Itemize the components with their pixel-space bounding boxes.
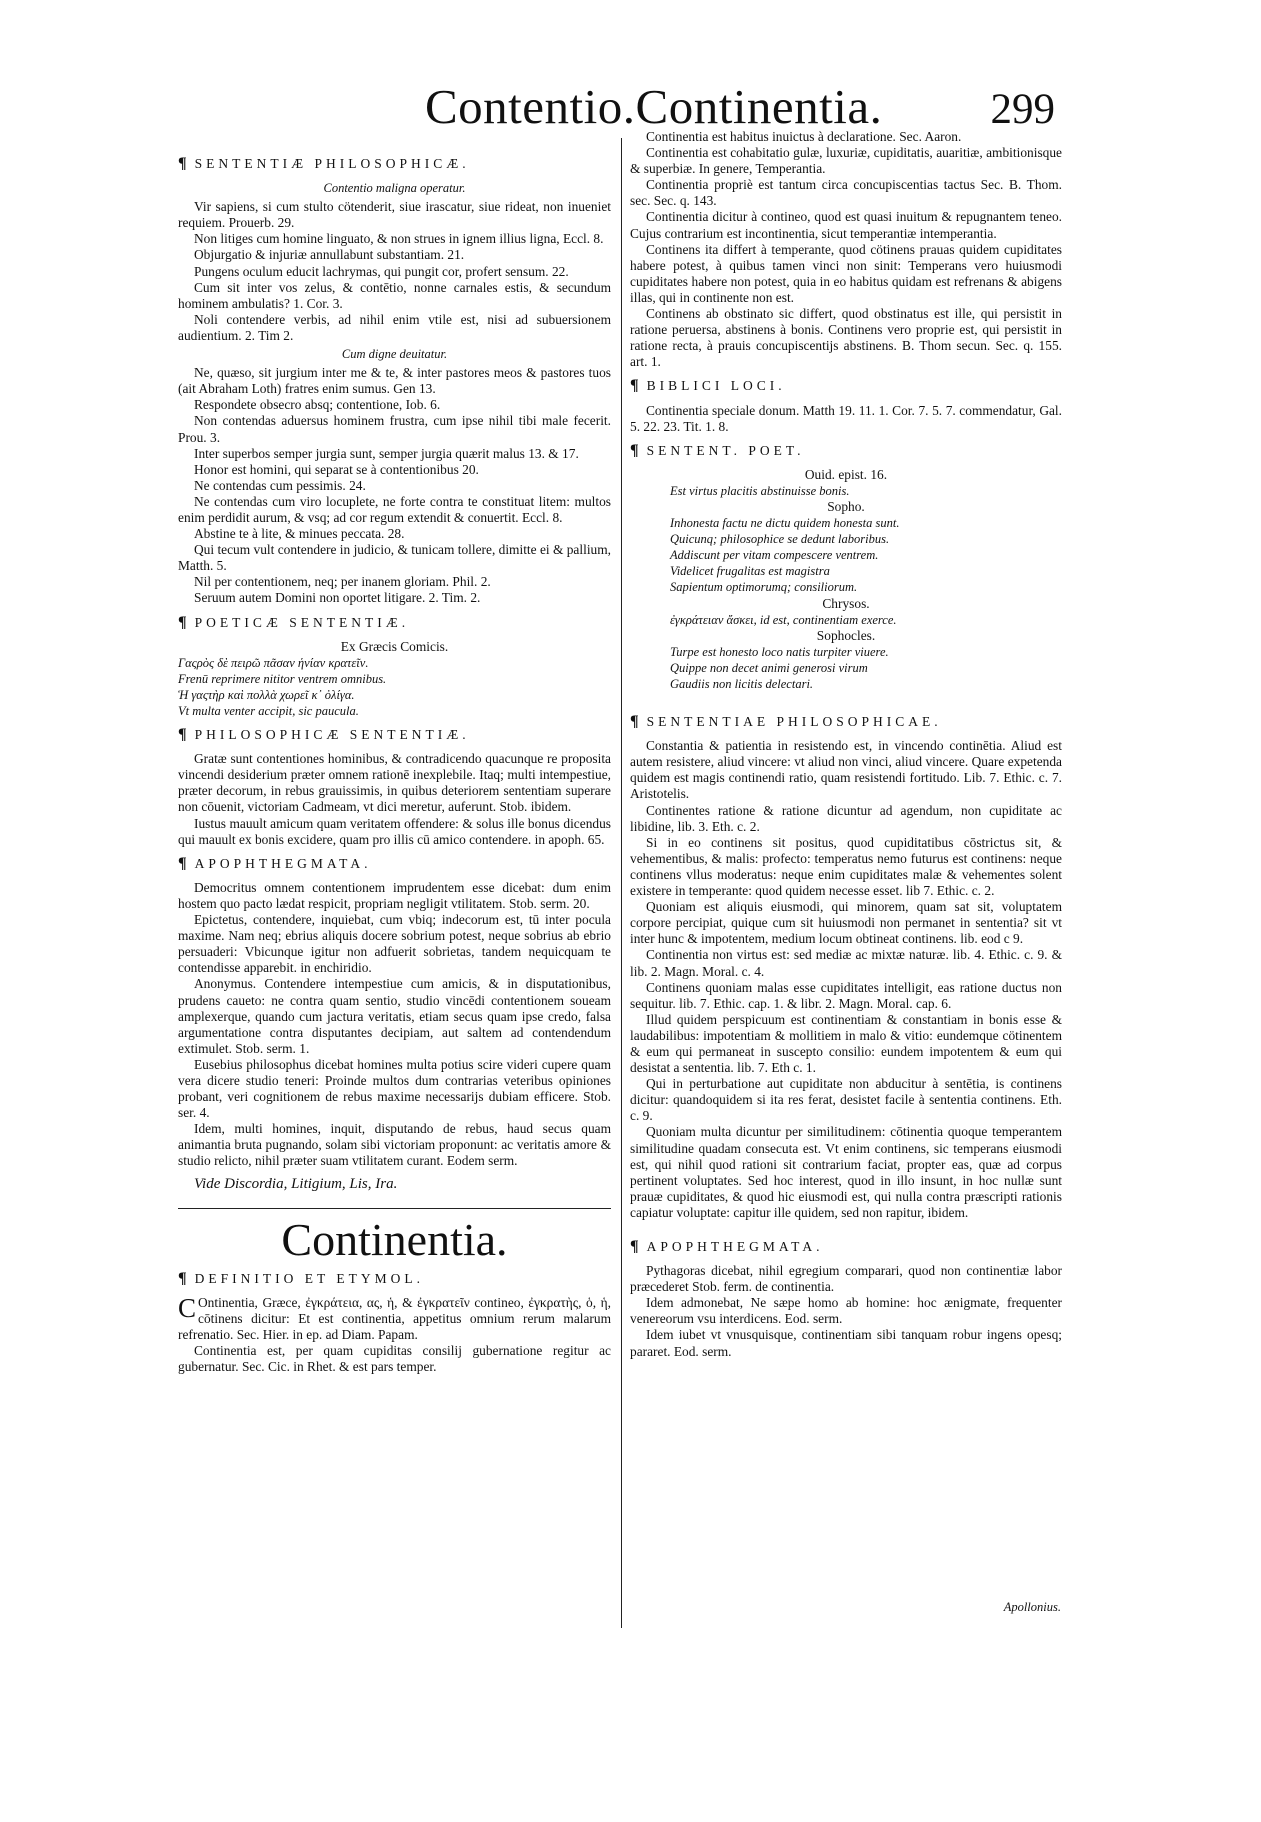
pilcrow-icon: ¶ bbox=[630, 441, 639, 459]
running-title: Contentio.Continentia. bbox=[425, 79, 883, 134]
paragraph: Continens quoniam malas esse cupiditates intelligit, eas ratione ductus non sequitur. lib. 7. Ethic. cap. 1. & libr. 2. Magn. Moral. cap. 6. bbox=[630, 979, 1062, 1011]
verse-line: Turpe est honesto loco natis turpiter viuere. bbox=[670, 644, 889, 659]
paragraph: Democritus omnem contentionem imprudentem esse dicebat: dum enim hostem quo pacto lædat respicit, propriam negligit vtilitatem. Stob. serm. 20. bbox=[178, 879, 611, 911]
source-label: Sophocles. bbox=[816, 627, 876, 643]
paragraph: Continentia est cohabitatio gulæ, luxuriæ, cupiditatis, auaritiæ, ambitionisque & superbiæ. In genere, Temperantia. bbox=[630, 145, 1062, 177]
verse-line: Frenū reprimere nititor ventrem omnibus. bbox=[178, 671, 387, 686]
column-divider bbox=[621, 138, 622, 1628]
verse-line: Γαςρὸς δὲ πειρῶ πᾶσαν ἡνίαν κρατεῖν. bbox=[178, 655, 369, 670]
paragraph: Continentia non virtus est: sed mediæ ac mixtæ naturæ. lib. 4. Ethic. c. 9. & lib. 2. Magn. Moral. c. 4. bbox=[630, 947, 1062, 979]
verse-line: Videlicet frugalitas est magistra bbox=[670, 564, 830, 579]
left-column bbox=[178, 148, 611, 1375]
paragraph: Non litiges cum homine linguato, & non strues in ignem illius ligna, Eccl. 8. bbox=[194, 231, 604, 247]
section-heading: ¶ SENTENTIÆ PHILOSOPHICÆ. bbox=[178, 155, 470, 172]
verse-line: Inhonesta factu ne dictu quidem honesta sunt. bbox=[670, 516, 900, 531]
verse-line: Addiscunt per vitam compescere ventrem. bbox=[670, 548, 879, 563]
section-heading: ¶ POETICÆ SENTENTIÆ. bbox=[178, 613, 410, 631]
paragraph: Idem, multi homines, inquit, disputando de rebus, haud secus quam animantia bruta pugnando, solam sibi victoriam proponunt: ac veritatis amore & studio relicto, nihil præter suam vtilitatem curant. Eodem serm. bbox=[178, 1121, 611, 1169]
paragraph: Idem admonebat, Ne sæpe homo ab homine: hoc ænigmate, frequenter venereorum vsu interdicens. Eod. serm. bbox=[630, 1295, 1062, 1327]
section-heading: ¶ BIBLICI LOCI. bbox=[630, 377, 786, 395]
section-heading: ¶ APOPHTHEGMATA. bbox=[178, 854, 372, 872]
verse-line: Sapientum optimorumq; consiliorum. bbox=[670, 580, 858, 595]
verse-line: Gaudiis non licitis delectari. bbox=[670, 677, 814, 691]
paragraph: Illud quidem perspicuum est continentiam & constantiam in bonis esse & laudabilibus: impotentiam & mollitiem in malo & vitio: eundemque cötinentem & eum qui permaneat in suscepto consilio: eundem impotentem & eum qui desistat a sententia. lib. 7. Eth c. 1. bbox=[630, 1011, 1062, 1076]
paragraph: Idem iubet vt vnusquisque, continentiam sibi tanquam robur ingens opesq; pararet. Eod. serm. bbox=[630, 1327, 1062, 1359]
paragraph: Objurgatio & injuriæ annullabunt substantiam. 21. bbox=[194, 247, 465, 263]
subheading: Contentio maligna operatur. bbox=[323, 181, 466, 196]
paragraph: Ne contendas cum viro locuplete, ne forte contra te constituat litem: multos enim perdidit aurum, & vsq; ad cor regum extendit & conuertit. Eccl. 8. bbox=[178, 493, 611, 525]
paragraph: Constantia & patientia in resistendo est, in vincendo continētia. Aliud est autem resistere, aliud vincere: vt aliud non vinci, aliud vincere. Quare expetenda quidem est magis continendi ratio, quam resistendi fortitudo. Lib. 7. Ethic. c. 7. Aristotelis. bbox=[630, 738, 1062, 802]
section-heading: ¶ SENTENT. POET. bbox=[630, 441, 805, 459]
paragraph: Honor est homini, qui separat se à contentionibus 20. bbox=[194, 461, 479, 477]
paragraph: Respondete obsecro absq; contentione, Iob. 6. bbox=[194, 397, 441, 413]
verse-line: Quicunq; philosophice se dedunt laboribus. bbox=[670, 532, 890, 547]
paragraph: Vir sapiens, si cum stulto cötenderit, siue irascatur, siue rideat, non inueniet requiem. Prouerb. 29. bbox=[178, 199, 611, 231]
paragraph: Eusebius philosophus dicebat homines multa potius scire videri cupere quam vera dicere studio teneri: Proinde multos dum contrarias veteribus opiniones probant, veri cognitionem de rebus maxime necessarijs dubiam efficere. Stob. ser. 4. bbox=[178, 1056, 611, 1121]
verse-line: Quippe non decet animi generosi virum bbox=[670, 660, 868, 675]
source-label: Ouid. epist. 16. bbox=[804, 466, 888, 482]
paragraph: Ne, quæso, sit jurgium inter me & te, & inter pastores meos & pastores tuos (ait Abraham Loth) fratres enim sumus. Gen 13. bbox=[178, 365, 611, 397]
verse-line: ἐγκράτειαν ἄσκει, id est, continentiam exerce. bbox=[670, 612, 897, 627]
source-label: Chrysos. bbox=[822, 595, 870, 611]
paragraph: Quoniam multa dicuntur per similitudinem: cōtinentia quoque temperantem similitudine quadam consecuta est. Vt enim continens, sic temperans eiusmodi est, qui nihil quod rationi sit contrarium faciat, propter eas, quæ ad corpus pertinent voluptates. Sed hoc interest, quod in illo insunt, in hoc nullæ sunt prauæ cupiditates, & quod hic eiusmodi est, qui nulla contra præscripti rationis capiatur voluptate: capitur ille quidem, sed non rapitur, ibidem. bbox=[630, 1124, 1062, 1220]
paragraph: Inter superbos semper jurgia sunt, semper jurgia quærit malus 13. & 17. bbox=[194, 445, 579, 461]
paragraph: Si in eo continens sit positus, quod cupiditatibus cōstrictus sit, & vehementibus, & malis: profecto: temperatus nemo futurus est continens: neque continens vllus moderatus: neque enim cupiditates malæ & vehementes solent existere in temperante: quod quidem necesse esset. lib 7. Ethic. c. 2. bbox=[630, 834, 1062, 899]
paragraph: Ne contendas cum pessimis. 24. bbox=[194, 477, 366, 493]
paragraph: Continentia est habitus inuictus à declaratione. Sec. Aaron. bbox=[646, 129, 962, 144]
pilcrow-icon: ¶ bbox=[178, 726, 187, 744]
pilcrow-icon: ¶ bbox=[178, 1269, 187, 1287]
source-label: Sopho. bbox=[827, 498, 865, 514]
paragraph: Continens ita differt à temperante, quod cötinens prauas quidem cupiditates habere potest, à quibus tamen vinci non sinit: Temperans vero huiusmodi cupiditates habere non potest, quia in eo habitus quidam est refrenans & abigens illas, qui in continente non est. bbox=[630, 241, 1062, 305]
paragraph: Anonymus. Contendere intempestiue cum amicis, & in disputationibus, prudens caueto: ne contra quam sentio, studio vincēdi contentionem soueam amplexerque, quando cum jactura veritatis, etiam secus quam ipse credo, falsa argumentatione contra disputantes decipiam, aut saltem ad contendendum extimulet. Stob. serm. 1. bbox=[178, 976, 611, 1056]
paragraph: Continens ab obstinato sic differt, quod obstinatus est ille, qui persistit in ratione peruersa, abstinens à bonis. Continens vero proprie est, qui persistit in ratione recta, à prauis concupiscentijs abstinens. B. Thom secun. Sec. q. 155. art. 1. bbox=[630, 306, 1062, 370]
paragraph: Pungens oculum educit lachrymas, qui pungit cor, profert sensum. 22. bbox=[194, 263, 569, 279]
paragraph: Continentia dicitur à contineo, quod est quasi inuitum & repugnantem teneo. Cujus contrarium est incontinentia, sicut temperantiæ intemperantia. bbox=[630, 209, 1062, 241]
pilcrow-icon: ¶ bbox=[178, 155, 187, 172]
section-heading: ¶ PHILOSOPHICÆ SENTENTIÆ. bbox=[178, 726, 470, 744]
paragraph: Pythagoras dicebat, nihil egregium comparari, quod non continentiæ labor præcederet Stob. ferm. de continentia. bbox=[630, 1263, 1062, 1295]
see-also: Vide Discordia, Litigium, Lis, Ira. bbox=[194, 1175, 398, 1192]
drop-cap: C bbox=[178, 1292, 197, 1323]
paragraph: Abstine te à lite, & minues peccata. 28. bbox=[194, 526, 405, 542]
paragraph: Continentes ratione & ratione dicuntur ad agendum, non cupiditate ac libidine, lib. 3. Eth. c. 2. bbox=[630, 802, 1062, 834]
section-rule bbox=[178, 1208, 611, 1209]
section-heading: ¶ APOPHTHEGMATA. bbox=[630, 1238, 824, 1255]
source-label: Ex Græcis Comicis. bbox=[340, 638, 449, 654]
paragraph: Seruum autem Domini non oportet litigare. 2. Tim. 2. bbox=[194, 590, 481, 606]
catchword: Apollonius. bbox=[1003, 1600, 1061, 1614]
paragraph: Quoniam est aliquis eiusmodi, qui minorem, quam sat sit, voluptatem corpore percipiat, quique cum sit huiusmodi non permanet in sententia? sit vt inter hunc & impotentem, medium locum obtineat continens. lib. eod c 9. bbox=[630, 899, 1062, 947]
paragraph: Qui in perturbatione aut cupiditate non abducitur à sentētia, is continens dicitur: quandoquidem si ita res ferat, desistet facile à sententia continens. Eth. c. 9. bbox=[630, 1076, 1062, 1124]
pilcrow-icon: ¶ bbox=[178, 613, 187, 631]
subheading: Cum digne deuitatur. bbox=[341, 347, 448, 362]
pilcrow-icon: ¶ bbox=[630, 713, 639, 731]
verse-line: Vt multa venter accipit, sic paucula. bbox=[178, 704, 359, 718]
paragraph: Noli contendere verbis, ad nihil enim vtile est, nisi ad subuersionem audientium. 2. Tim 2. bbox=[178, 311, 611, 343]
pilcrow-icon: ¶ bbox=[630, 1238, 639, 1255]
pilcrow-icon: ¶ bbox=[178, 854, 187, 872]
paragraph: Gratæ sunt contentiones hominibus, & contradicendo quacunque re proposita vincendi desiderium præter omnem rationē inexplebile. Itaq; multi intempestiue, præter decorum, in rebus grauissimis, in quibus deteriorem sententiam superare non cōuenit, victoriam Cadmeam, vt dici meretur, auferunt. Stob. ibidem. bbox=[178, 751, 611, 815]
paragraph: Continentia speciale donum. Matth 19. 11. 1. Cor. 7. 5. 7. commendatur, Gal. 5. 22. 23. Tit. 1. 8. bbox=[630, 402, 1062, 434]
paragraph: Cum sit inter vos zelus, & contētio, nonne carnales estis, & secundum hominem ambulatis? 1. Cor. 3. bbox=[178, 279, 611, 311]
pilcrow-icon: ¶ bbox=[630, 377, 639, 395]
paragraph: Continentia est, per quam cupiditas consilij gubernatione regitur ac gubernatur. Sec. Cic. in Rhet. & est pars temper. bbox=[178, 1343, 611, 1375]
paragraph: Non contendas aduersus hominem frustra, cum ipse nihil tibi male fecerit. Prou. 3. bbox=[178, 413, 611, 445]
paragraph: C Ontinentia, Græce, ἐγκράτεια, ας, ἡ, & ἐγκρατεῖν contineo, ἐγκρατὴς, ὁ, ἡ, cōtinens dicitur: Et est continentia, appetitus omnium rerum malarum refrenatio. Sec. Hier. in ep. ad Diam. Papam. bbox=[178, 1292, 611, 1342]
section-heading: ¶ SENTENTIAE PHILOSOPHICAE. bbox=[630, 713, 942, 731]
page-number: 299 bbox=[990, 86, 1055, 133]
right-column bbox=[630, 129, 1062, 1360]
verse-line: Ἡ γαςτὴρ καὶ πολλὰ χωρεῖ κ᾽ ὀλίγα. bbox=[178, 687, 355, 702]
section-title: Continentia. bbox=[281, 1213, 508, 1265]
paragraph: Nil per contentionem, neq; per inanem gloriam. Phil. 2. bbox=[194, 574, 491, 590]
verse-line: Est virtus placitis abstinuisse bonis. bbox=[670, 483, 850, 498]
paragraph: Iustus mauult amicum quam veritatem offendere: & solus ille bonus dicendus qui mauult ex bonis excidere, quam pro illis cū amico contendere. in apoph. 65. bbox=[178, 815, 611, 847]
section-heading: ¶ DEFINITIO ET ETYMOL. bbox=[178, 1269, 424, 1287]
paragraph: Qui tecum vult contendere in judicio, & tunicam tollere, dimitte ei & pallium, Matth. 5. bbox=[178, 542, 611, 574]
paragraph: Epictetus, contendere, inquiebat, cum vbiq; indecorum est, tū inter pocula maxime. Nam neq; ebrius aliquis docere sobrium potest, neque sobrius ab ebrio persuaderi: Vbicunque igitur non adfuerit sobrietas, tandem nequicquam te contendisse apparebit. in enchiridio. bbox=[178, 912, 611, 976]
paragraph: Continentia propriè est tantum circa concupiscentias tactus Sec. B. Thom. sec. Sec. q. 143. bbox=[630, 177, 1062, 209]
